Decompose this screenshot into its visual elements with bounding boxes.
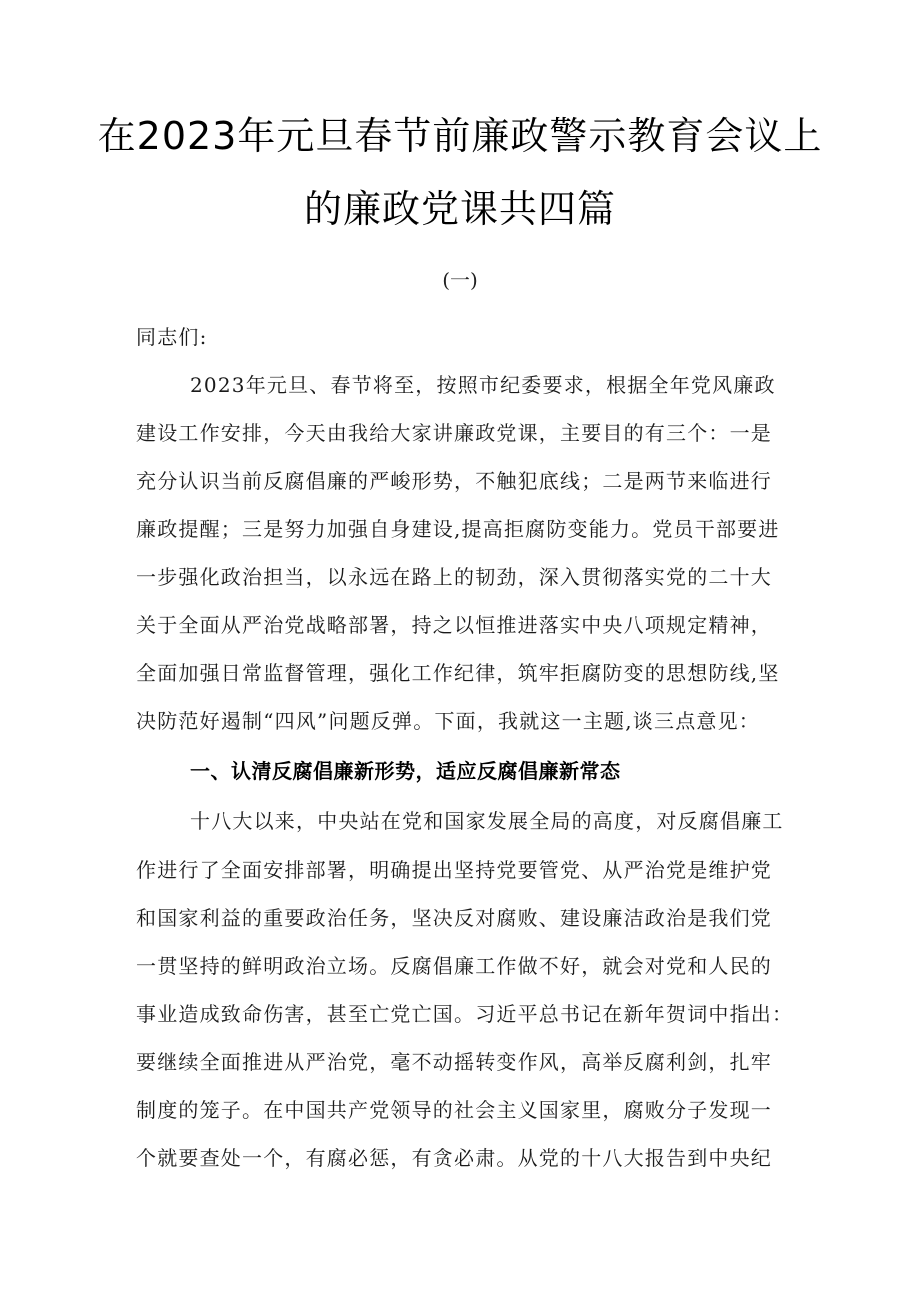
document-title-line-1: 在2023年元旦春节前廉政警示教育会议上 — [97, 114, 823, 158]
paragraph-2-line: 和国家利益的重要政治任务，坚决反对腐败、建设廉洁政治是我们党 — [136, 906, 772, 930]
paragraph-2-line: 制度的笼子。在中国共产党领导的社会主义国家里，腐败分子发现一 — [136, 1098, 772, 1122]
paragraph-2-line: 要继续全面推进从严治党，毫不动摇转变作风，高举反腐利剑，扎牢 — [136, 1050, 772, 1074]
paragraph-1-line: 一步强化政治担当，以永远在路上的韧劲，深入贯彻落实党的二十大 — [136, 565, 772, 589]
paragraph-2-line: 个就要查处一个，有腐必惩，有贪必肃。从党的十八大报告到中央纪 — [136, 1146, 772, 1170]
paragraph-1-line: 全面加强日常监督管理，强化工作纪律，筑牢拒腐防变的思想防线,坚 — [136, 661, 780, 685]
document-title-line-2: 的廉政党课共四篇 — [303, 187, 616, 231]
section-number: (一) — [442, 268, 478, 292]
paragraph-2-line: 作进行了全面安排部署，明确提出坚持党要管党、从严治党是维护党 — [136, 858, 772, 882]
paragraph-1-line: 廉政提醒；三是努力加强自身建设,提高拒腐防变能力。党员干部要进 — [136, 517, 780, 541]
salutation: 同志们: — [136, 325, 208, 349]
paragraph-1-line: 关于全面从严治党战略部署，持之以恒推进落实中央八项规定精神， — [136, 613, 772, 637]
paragraph-1-line: 充分认识当前反腐倡廉的严峻形势，不触犯底线；二是两节来临进行 — [136, 469, 772, 493]
paragraph-2-line: 一贯坚持的鲜明政治立场。反腐倡廉工作做不好，就会对党和人民的 — [136, 954, 772, 978]
paragraph-1-line: 决防范好遏制“四风”问题反弹。下面，我就这一主题,谈三点意见： — [136, 709, 761, 733]
paragraph-2-line: 十八大以来，中央站在党和国家发展全局的高度，对反腐倡廉工 — [190, 809, 784, 833]
paragraph-1-line: 2023年元旦、春节将至，按照市纪委要求，根据全年党风廉政 — [190, 373, 776, 397]
section-heading-1: 一、认清反腐倡廉新形势，适应反腐倡廉新常态 — [190, 759, 621, 783]
paragraph-2-line: 事业造成致命伤害，甚至亡党亡国。习近平总书记在新年贺词中指出： — [136, 1002, 794, 1026]
paragraph-1-line: 建设工作安排，今天由我给大家讲廉政党课，主要目的有三个：一是 — [136, 421, 772, 445]
